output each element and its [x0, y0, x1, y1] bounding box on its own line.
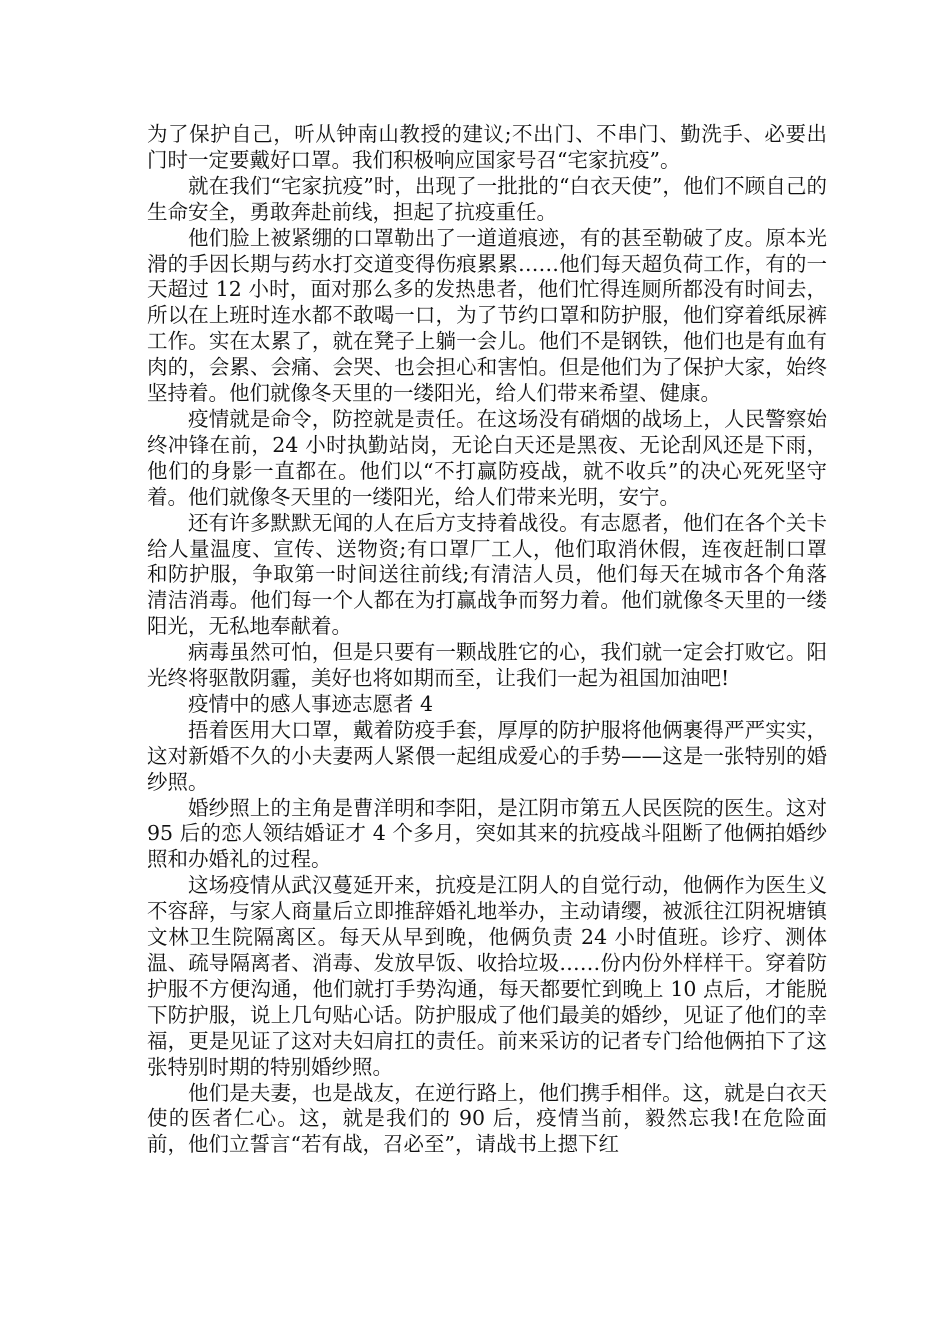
section-heading: 疫情中的感人事迹志愿者 4	[188, 691, 434, 716]
paragraph: 他们脸上被紧绷的口罩勒出了一道道痕迹，有的甚至勒破了皮。原本光滑的手因长期与药水打交道变得伤痕累累……他们每天超负荷工作，有的一天超过 12 小时，面对那么多的发热患者，他们忙得连厕所都没有时间去，所以在上班时连水都不敢喝一口，为了节约口罩和防护服，他们穿着纸尿裤工作。实在太累了，就在凳子上躺一会儿。他们不是钢铁，他们也是有血有肉的，会累、会痛、会哭、也会担心和害怕。但是他们为了保护大家，始终坚持着。他们就像冬天里的一缕阳光，给人们带来希望、健康。	[147, 225, 827, 406]
paragraph: 捂着医用大口罩，戴着防疫手套，厚厚的防护服将他俩裹得严严实实，这对新婚不久的小夫妻两人紧偎一起组成爱心的手势——这是一张特别的婚纱照。	[147, 717, 827, 794]
paragraph: 还有许多默默无闻的人在后方支持着战役。有志愿者，他们在各个关卡给人量温度、宣传、送物资;有口罩厂工人，他们取消休假，连夜赶制口罩和防护服，争取第一时间送往前线;有清洁人员，他们每天在城市各个角落清洁消毒。他们每一个人都在为打赢战争而努力着。他们就像冬天里的一缕阳光，无私地奉献着。	[147, 510, 827, 639]
paragraph: 这场疫情从武汉蔓延开来，抗疫是江阴人的自觉行动，他俩作为医生义不容辞，与家人商量后立即推辞婚礼地举办，主动请缨，被派往江阴祝塘镇文林卫生院隔离区。每天从早到晚，他俩负责 24 小时值班。诊疗、测体温、疏导隔离者、消毒、发放早饭、收拾垃圾……份内份外样样干。穿着防护服不方便沟通，他们就打手势沟通，每天都要忙到晚上 10 点后，才能脱下防护服，说上几句贴心话。防护服成了他们最美的婚纱，见证了他们的幸福，更是见证了这对夫妇肩扛的责任。前来采访的记者专门给他俩拍下了这张特别时期的特别婚纱照。	[147, 873, 827, 1079]
paragraph: 为了保护自己，听从钟南山教授的建议;不出门、不串门、勤洗手、必要出门时一定要戴好口罩。我们积极响应国家号召“宅家抗疫”。	[147, 122, 827, 172]
paragraph: 疫情就是命令，防控就是责任。在这场没有硝烟的战场上，人民警察始终冲锋在前，24 小时执勤站岗，无论白天还是黑夜、无论刮风还是下雨，他们的身影一直都在。他们以“不打赢防疫战，就不收兵”的决心死死坚守着。他们就像冬天里的一缕阳光，给人们带来光明，安宁。	[147, 406, 827, 509]
paragraph: 他们是夫妻，也是战友，在逆行路上，他们携手相伴。这，就是白衣天使的医者仁心。这，就是我们的 90 后，疫情当前，毅然忘我!在危险面前，他们立誓言“若有战，召必至”，请战书上摁下红	[147, 1080, 827, 1157]
paragraph: 就在我们“宅家抗疫”时，出现了一批批的“白衣天使”，他们不顾自己的生命安全，勇敢奔赴前线，担起了抗疫重任。	[147, 173, 827, 224]
document-body	[147, 122, 827, 1158]
paragraph: 病毒虽然可怕，但是只要有一颗战胜它的心，我们就一定会打败它。阳光终将驱散阴霾，美好也将如期而至，让我们一起为祖国加油吧!	[147, 640, 827, 691]
paragraph: 婚纱照上的主角是曹洋明和李阳，是江阴市第五人民医院的医生。这对 95 后的恋人领结婚证才 4 个多月，突如其来的抗疫战斗阻断了他俩拍婚纱照和办婚礼的过程。	[147, 795, 827, 872]
